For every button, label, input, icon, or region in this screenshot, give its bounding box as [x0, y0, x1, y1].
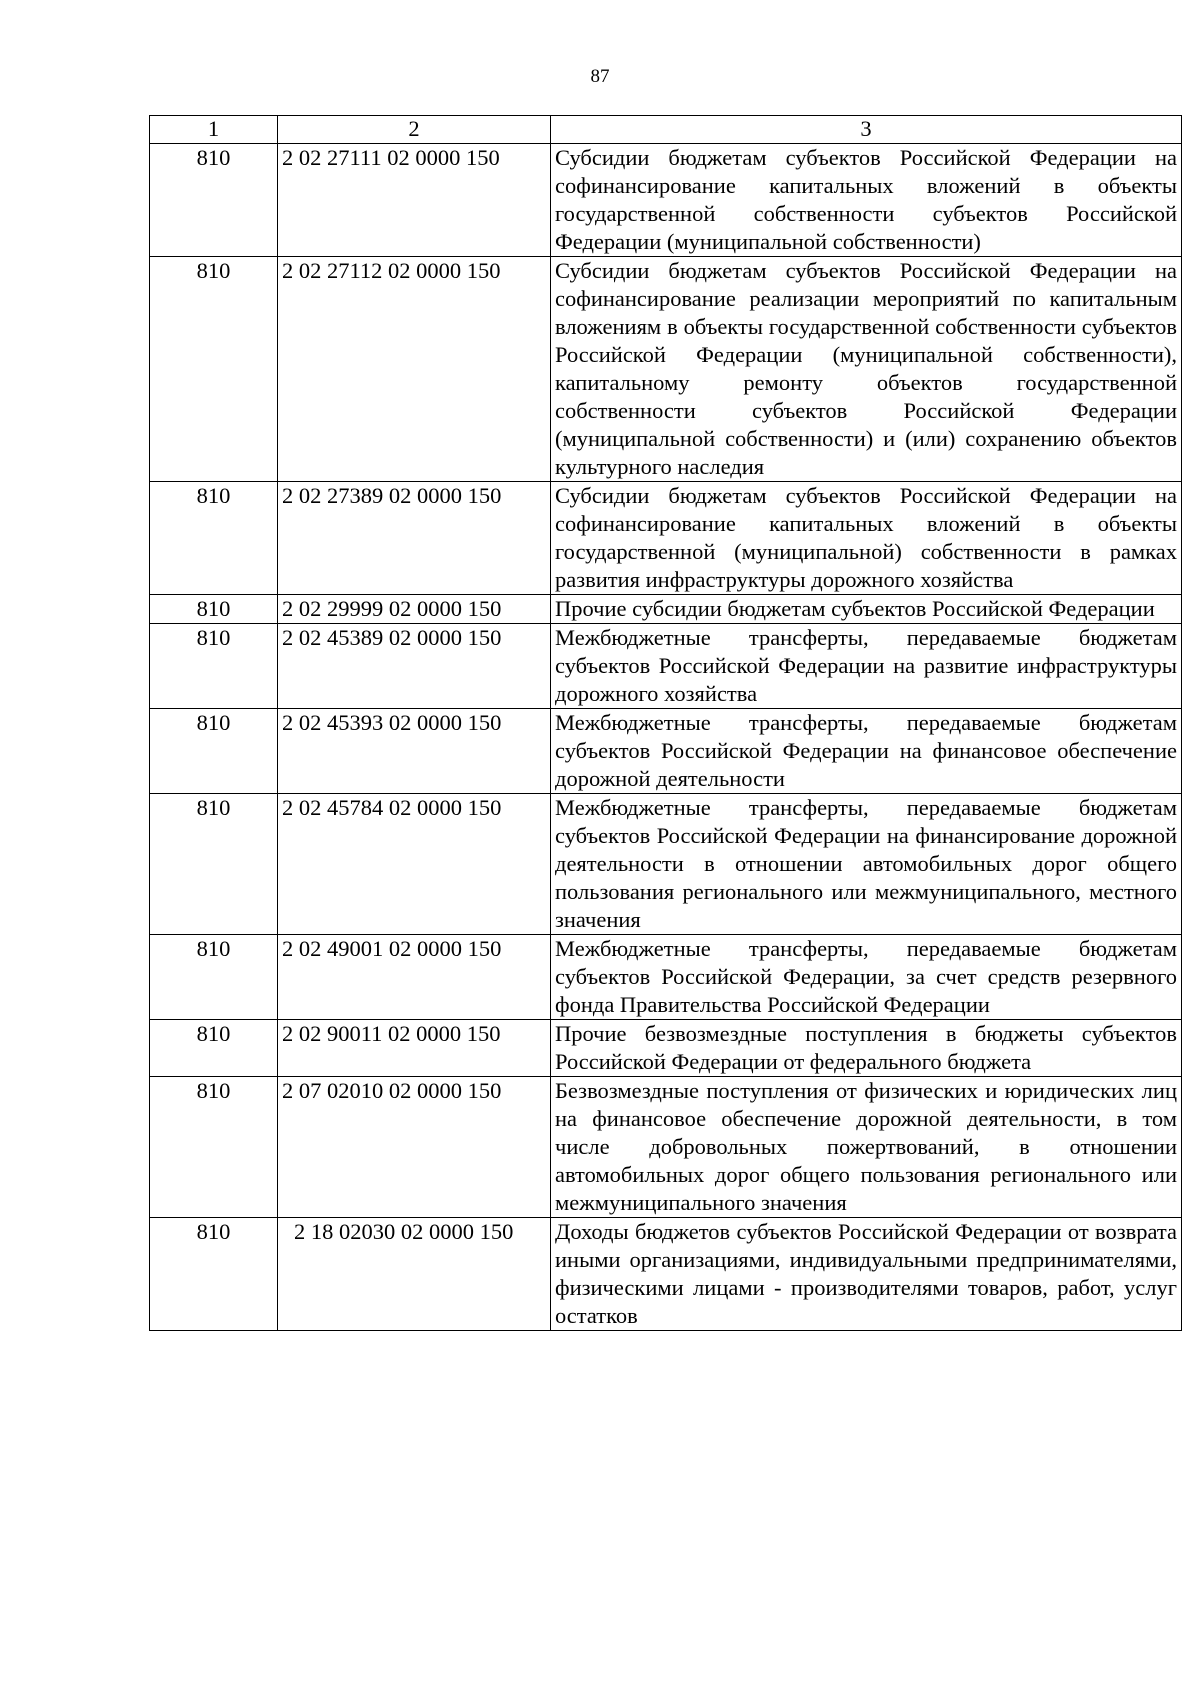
- table-row: [150, 144, 1182, 257]
- income-codes-table: [149, 115, 1182, 1331]
- admin-code-cell: 810: [150, 794, 278, 935]
- income-code-cell: 2 02 27112 02 0000 150: [278, 257, 551, 482]
- admin-code-cell: 810: [150, 1020, 278, 1077]
- income-code-cell: 2 07 02010 02 0000 150: [278, 1077, 551, 1218]
- income-name-cell: Межбюджетные трансферты, передаваемые бюджетам субъектов Российской Федерации, за счет средств резервного фонда Правительства Российской Федерации: [551, 935, 1182, 1020]
- income-code-cell: 2 02 90011 02 0000 150: [278, 1020, 551, 1077]
- column-header-3: 3: [551, 116, 1182, 144]
- table-row: [150, 595, 1182, 624]
- table-row: [150, 709, 1182, 794]
- income-code-cell: 2 02 45393 02 0000 150: [278, 709, 551, 794]
- income-name-cell: Доходы бюджетов субъектов Российской Федерации от возврата иными организациями, индивидуальными предпринимателями, физическими лицами - производителями товаров, работ, услуг остатков: [551, 1218, 1182, 1331]
- income-name-cell: Прочие субсидии бюджетам субъектов Российской Федерации: [551, 595, 1182, 624]
- income-code-cell: 2 02 29999 02 0000 150: [278, 595, 551, 624]
- income-code-cell: 2 02 27111 02 0000 150: [278, 144, 551, 257]
- admin-code-cell: 810: [150, 482, 278, 595]
- page-number: 87: [590, 66, 610, 87]
- column-header-2: 2: [278, 116, 551, 144]
- table-row: [150, 1077, 1182, 1218]
- table-row: [150, 257, 1182, 482]
- table-row: [150, 1218, 1182, 1331]
- income-code-cell: 2 02 49001 02 0000 150: [278, 935, 551, 1020]
- admin-code-cell: 810: [150, 257, 278, 482]
- admin-code-cell: 810: [150, 1218, 278, 1331]
- income-name-cell: Субсидии бюджетам субъектов Российской Федерации на софинансирование капитальных вложений в объекты государственной собственности субъектов Российской Федерации (муниципальной собственности): [551, 144, 1182, 257]
- income-name-cell: Межбюджетные трансферты, передаваемые бюджетам субъектов Российской Федерации на финансирование дорожной деятельности в отношении автомобильных дорог общего пользования регионального или межмуниципального, местного значения: [551, 794, 1182, 935]
- income-name-cell: Субсидии бюджетам субъектов Российской Федерации на софинансирование капитальных вложений в объекты государственной (муниципальной) собственности в рамках развития инфраструктуры дорожного хозяйства: [551, 482, 1182, 595]
- admin-code-cell: 810: [150, 144, 278, 257]
- admin-code-cell: 810: [150, 624, 278, 709]
- income-name-cell: Межбюджетные трансферты, передаваемые бюджетам субъектов Российской Федерации на финансовое обеспечение дорожной деятельности: [551, 709, 1182, 794]
- column-header-1: 1: [150, 116, 278, 144]
- table-row: [150, 482, 1182, 595]
- table-row: [150, 624, 1182, 709]
- table-row: [150, 794, 1182, 935]
- income-code-cell: 2 02 45784 02 0000 150: [278, 794, 551, 935]
- income-name-cell: Прочие безвозмездные поступления в бюджеты субъектов Российской Федерации от федерального бюджета: [551, 1020, 1182, 1077]
- admin-code-cell: 810: [150, 595, 278, 624]
- table-row: [150, 935, 1182, 1020]
- admin-code-cell: 810: [150, 709, 278, 794]
- table-header-row: [150, 116, 1182, 144]
- income-code-cell: 2 18 02030 02 0000 150: [278, 1218, 551, 1331]
- admin-code-cell: 810: [150, 1077, 278, 1218]
- income-code-cell: 2 02 45389 02 0000 150: [278, 624, 551, 709]
- income-name-cell: Безвозмездные поступления от физических и юридических лиц на финансовое обеспечение дорожной деятельности, в том числе добровольных пожертвований, в отношении автомобильных дорог общего пользования регионального или межмуниципального значения: [551, 1077, 1182, 1218]
- income-name-cell: Межбюджетные трансферты, передаваемые бюджетам субъектов Российской Федерации на развитие инфраструктуры дорожного хозяйства: [551, 624, 1182, 709]
- table-row: [150, 1020, 1182, 1077]
- income-code-cell: 2 02 27389 02 0000 150: [278, 482, 551, 595]
- income-name-cell: Субсидии бюджетам субъектов Российской Федерации на софинансирование реализации мероприятий по капитальным вложениям в объекты государственной собственности субъектов Российской Федерации (муниципальной собственности), капитальному ремонту объектов государственной собственности субъектов Российской Федерации (муниципальной собственности) и (или) сохранению объектов культурного наследия: [551, 257, 1182, 482]
- admin-code-cell: 810: [150, 935, 278, 1020]
